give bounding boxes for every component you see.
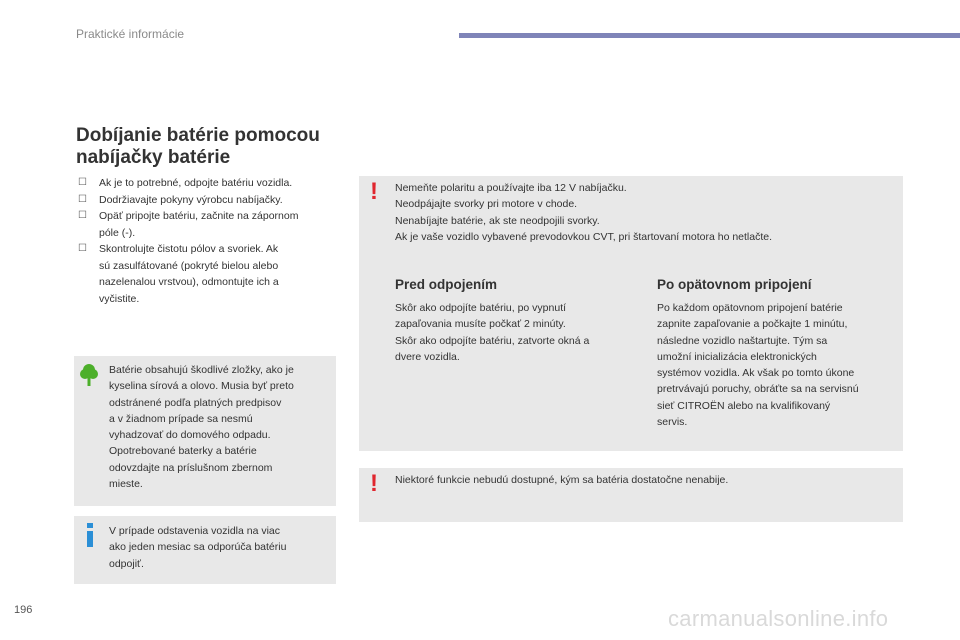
warning-small-line: Niektoré funkcie nebudú dostupné, kým sa batéria dostatočne nenabije. bbox=[395, 474, 729, 486]
step-line: nazelenalou vrstvou), odmontujte ich a bbox=[99, 276, 279, 288]
after-reconnect-line: systémov vozidla. Ak však po tomto úkone bbox=[657, 367, 855, 380]
eco-note-line: odstránené podľa platných predpisov bbox=[109, 396, 282, 409]
info-icon bbox=[84, 522, 96, 553]
after-reconnect-line: zapnite zapaľovanie a počkajte 1 minútu, bbox=[657, 318, 848, 331]
checkbox-bullet-icon: ☐ bbox=[78, 193, 87, 205]
before-disconnect-line: dvere vozidla. bbox=[395, 350, 460, 363]
warning-line: Neodpájajte svorky pri motore v chode. bbox=[395, 198, 578, 211]
checkbox-bullet-icon: ☐ bbox=[78, 243, 87, 254]
page-title-line-1: Dobíjanie batérie pomocou bbox=[76, 125, 320, 146]
step-item bbox=[78, 192, 343, 209]
steps-list bbox=[78, 175, 343, 307]
info-note-text bbox=[109, 523, 334, 572]
step-line: vyčistite. bbox=[99, 292, 140, 305]
step-line: Opäť pripojte batériu, začnite na zápornom bbox=[99, 210, 299, 222]
after-reconnect-line: servis. bbox=[657, 416, 688, 429]
after-reconnect-line: Po každom opätovnom pripojení batérie bbox=[657, 302, 843, 314]
step-line: Skontrolujte čistotu pólov a svoriek. Ak bbox=[99, 243, 279, 255]
warning-line: Ak je vaše vozidlo vybavené prevodovkou CVT, pri štartovaní motora ho netlačte. bbox=[395, 230, 773, 243]
after-reconnect-line: pretrvávajú poruchy, obráťte sa na servisnú bbox=[657, 383, 859, 396]
page-number: 196 bbox=[14, 604, 33, 616]
info-note-line: V prípade odstavenia vozidla na viac bbox=[109, 525, 281, 537]
page-title bbox=[76, 125, 356, 169]
step-item bbox=[78, 241, 343, 307]
header-accent-bar bbox=[459, 33, 960, 38]
section-header-title: Praktické informácie bbox=[76, 27, 185, 41]
step-line: Dodržiavajte pokyny výrobcu nabíjačky. bbox=[99, 193, 283, 206]
page-title-line-2: nabíjačky batérie bbox=[76, 147, 231, 168]
watermark: carmanualsonline.info bbox=[668, 606, 889, 631]
warning-small-icon: ! bbox=[370, 470, 378, 497]
checkbox-bullet-icon: ☐ bbox=[78, 210, 87, 221]
info-note-line: ako jeden mesiac sa odporúča batériu bbox=[109, 541, 287, 554]
after-reconnect-title: Po opätovnom pripojení bbox=[657, 277, 812, 292]
step-item bbox=[78, 208, 343, 241]
warning-small-text bbox=[395, 472, 895, 488]
warning-line: Nenabíjajte batérie, ak ste neodpojili svorky. bbox=[395, 214, 600, 227]
after-reconnect-text bbox=[657, 300, 901, 430]
after-reconnect-line: následne vozidlo naštartujte. Tým sa bbox=[657, 334, 828, 347]
warning-main-text bbox=[395, 180, 895, 245]
eco-note-text bbox=[109, 362, 334, 492]
eco-note-line: mieste. bbox=[109, 478, 143, 491]
after-reconnect-line: sieť CITROËN alebo na kvalifikovaný bbox=[657, 399, 831, 412]
step-line: sú zasulfátované (pokryté bielou alebo bbox=[99, 259, 279, 272]
step-line: póle (-). bbox=[99, 226, 136, 239]
eco-note-line: kyselina sírová a olovo. Musia byť preto bbox=[109, 380, 294, 393]
before-disconnect-text bbox=[395, 300, 640, 365]
warning-line: Nemeňte polaritu a používajte iba 12 V nabíjačku. bbox=[395, 182, 627, 194]
after-reconnect-line: umožní inicializácia elektronických bbox=[657, 350, 817, 363]
before-disconnect-line: zapaľovania musíte počkať 2 minúty. bbox=[395, 318, 566, 331]
checkbox-bullet-icon: ☐ bbox=[78, 177, 87, 188]
eco-note-line: a v žiadnom prípade sa nesmú bbox=[109, 412, 253, 425]
eco-note-line: vyhadzovať do domového odpadu. bbox=[109, 429, 271, 442]
warning-icon: ! bbox=[370, 178, 378, 205]
step-item bbox=[78, 175, 343, 192]
before-disconnect-title: Pred odpojením bbox=[395, 277, 498, 292]
eco-note-line: Opotrebované baterky a batérie bbox=[109, 445, 257, 458]
tree-icon bbox=[80, 362, 98, 393]
before-disconnect-line: Skôr ako odpojíte batériu, zatvorte okná a bbox=[395, 334, 590, 347]
eco-note-line: Batérie obsahujú škodlivé zložky, ako je bbox=[109, 364, 294, 376]
before-disconnect-line: Skôr ako odpojíte batériu, po vypnutí bbox=[395, 302, 567, 314]
info-note-line: odpojiť. bbox=[109, 557, 144, 570]
step-line: Ak je to potrebné, odpojte batériu vozidla. bbox=[99, 177, 293, 189]
eco-note-line: odovzdajte na príslušnom zbernom bbox=[109, 461, 273, 474]
